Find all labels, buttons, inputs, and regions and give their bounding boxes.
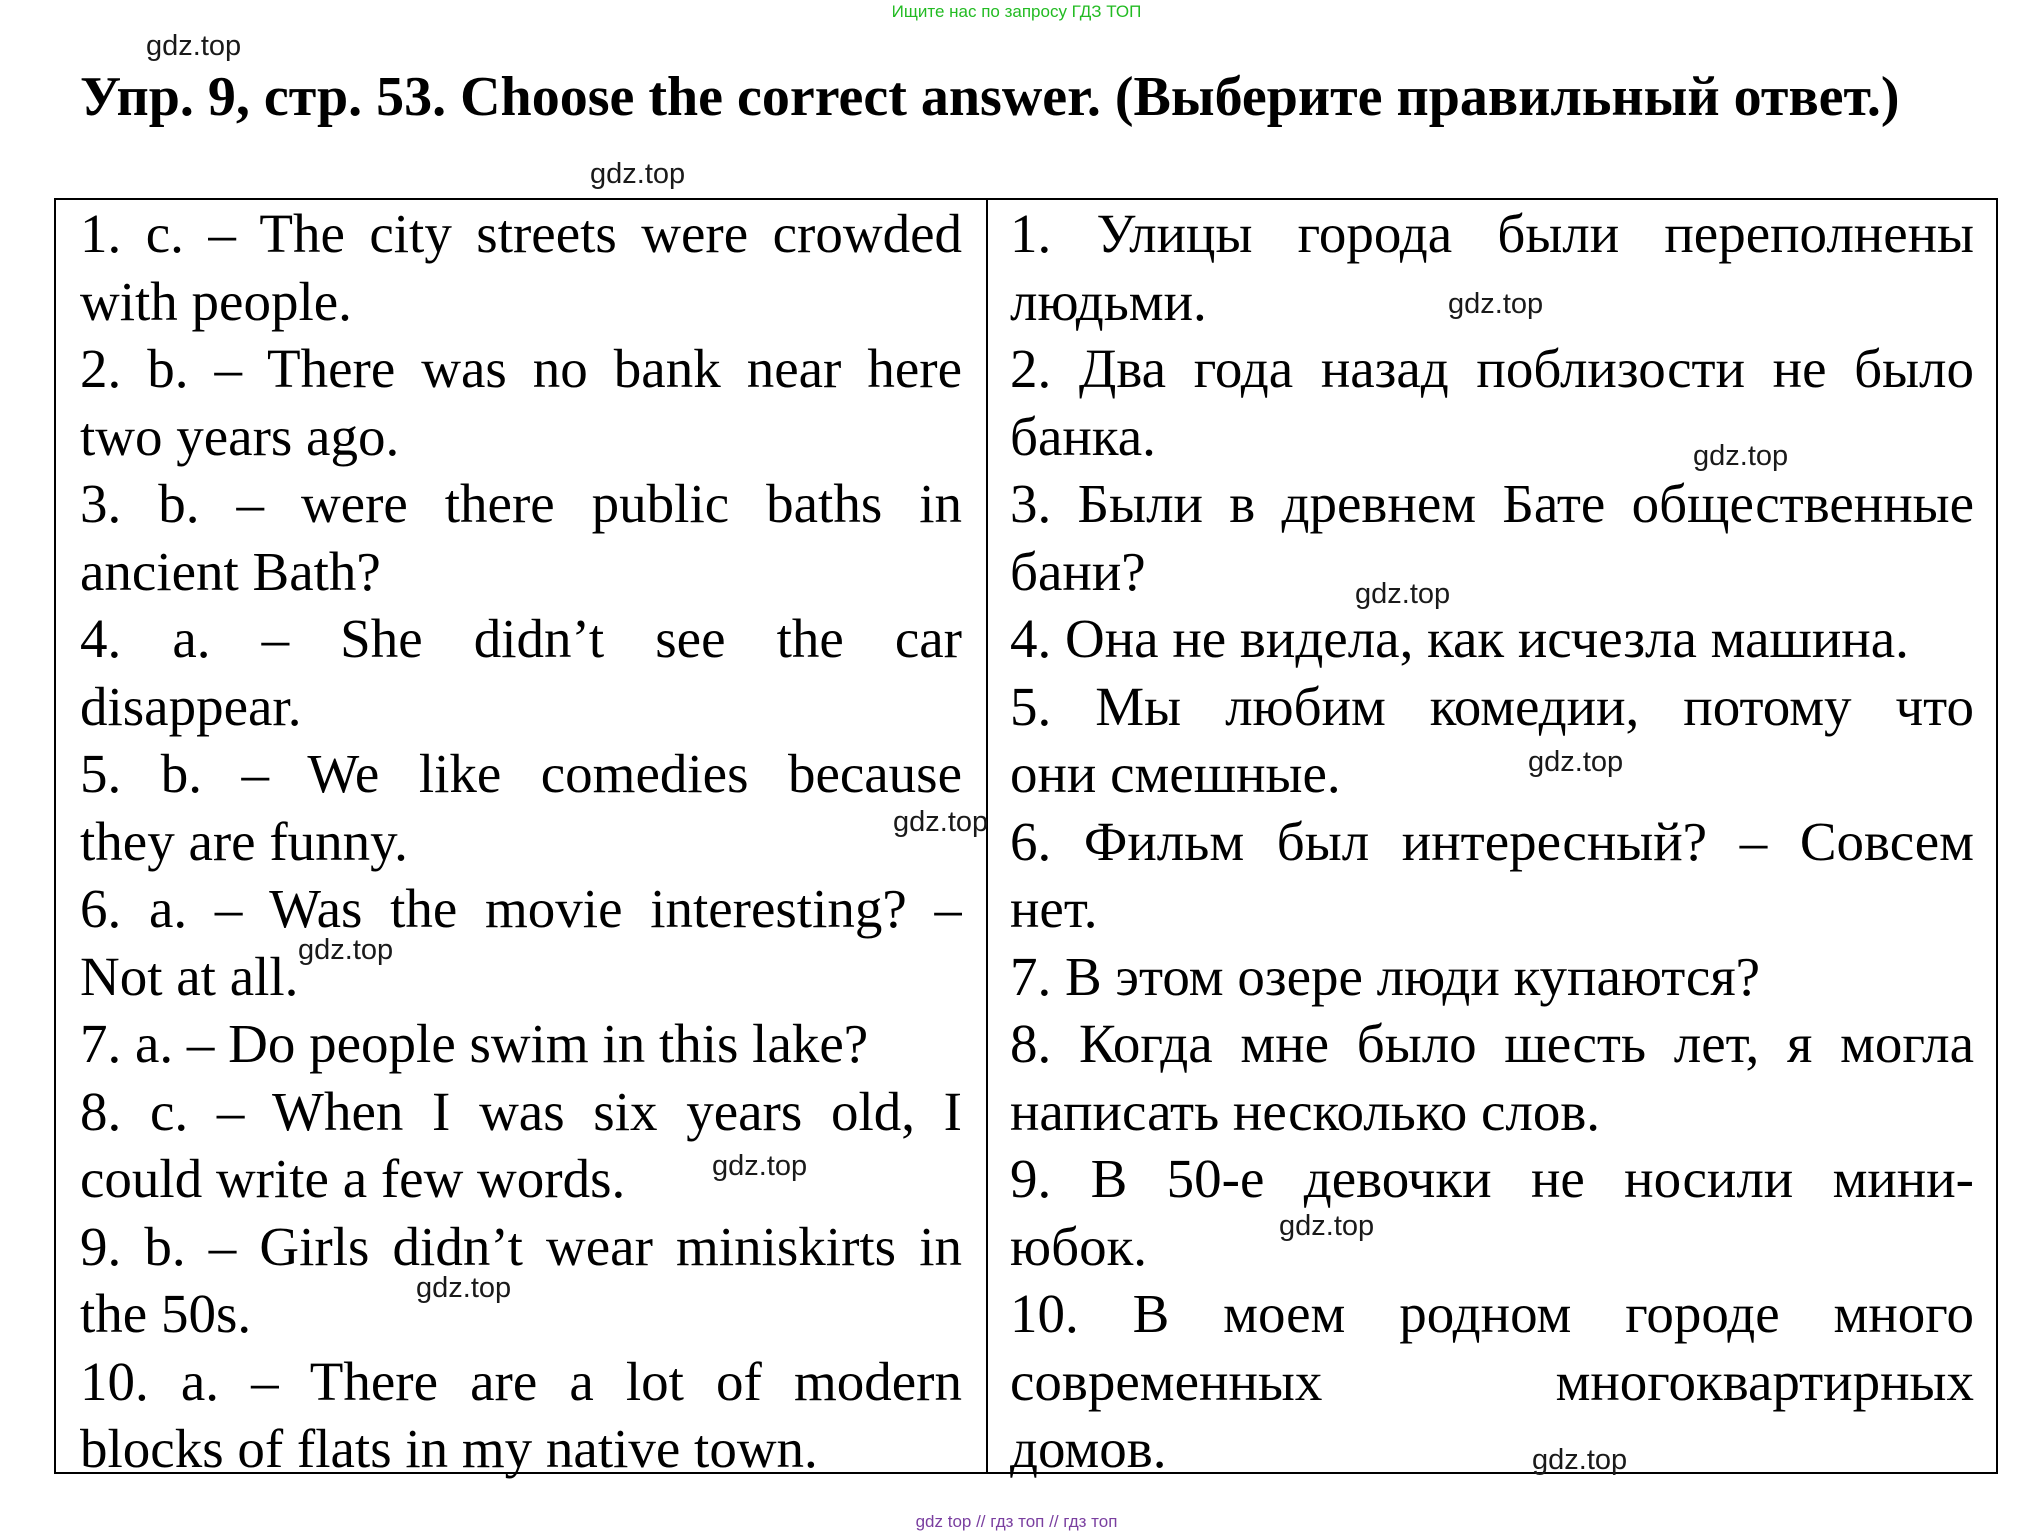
ru-5-line-2: они смешные. bbox=[1010, 743, 1341, 804]
ru-8-line-1: 8. Когда мне было шесть лет, я могла bbox=[1010, 1013, 1974, 1074]
en-5-line-2: they are funny. bbox=[80, 810, 408, 872]
ru-10-line-2: современных многоквартирных bbox=[1010, 1350, 1974, 1412]
ru-1-line-2: людьми. bbox=[1010, 270, 1207, 332]
en-6-line-1: 6. a. – Was the movie interesting? – bbox=[80, 878, 962, 939]
ru-10-line-3: домов. bbox=[1010, 1418, 1167, 1479]
watermark: gdz.top bbox=[1279, 1210, 1375, 1242]
ru-6-line-2: нет. bbox=[1010, 878, 1098, 939]
watermark: gdz.top bbox=[1355, 578, 1451, 610]
en-6-line-2: Not at all. bbox=[80, 945, 299, 1007]
watermark: gdz.top bbox=[416, 1272, 512, 1304]
ru-2-line-2: банка. bbox=[1010, 405, 1156, 467]
en-10-line-2: blocks of flats in my native town. bbox=[80, 1418, 818, 1479]
en-2-line-1: 2. b. – There was no bank near here bbox=[80, 338, 962, 399]
watermark: gdz.top bbox=[1528, 746, 1624, 778]
en-8-line-2: could write a few words. bbox=[80, 1148, 626, 1209]
watermark: gdz.top bbox=[298, 934, 394, 966]
en-9-line-1: 9. b. – Girls didn’t wear miniskirts in bbox=[80, 1215, 962, 1277]
en-4-line-2: disappear. bbox=[80, 675, 302, 737]
ru-10-line-1: 10. В моем родном городе много bbox=[1010, 1283, 1974, 1344]
answer-table bbox=[54, 198, 1998, 1479]
ru-4-line-1: 4. Она не видела, как исчезла машина. bbox=[1010, 608, 1909, 669]
footer: gdz top // гдз топ // гдз топ bbox=[915, 1512, 1118, 1531]
watermark: gdz.top bbox=[712, 1150, 808, 1182]
en-7-line-1: 7. a. – Do people swim in this lake? bbox=[80, 1013, 869, 1074]
exercise-heading: Упр. 9, стр. 53. Choose the correct answer. (Выберите правильный ответ.) bbox=[80, 66, 1900, 128]
watermark: gdz.top bbox=[146, 30, 242, 62]
en-1-line-2: with people. bbox=[80, 270, 352, 332]
top-banner: Ищите нас по запросу ГДЗ ТОП bbox=[891, 2, 1142, 21]
en-3-line-1: 3. b. – were there public baths in bbox=[80, 473, 962, 534]
ru-5-line-1: 5. Мы любим комедии, потому что bbox=[1010, 675, 1974, 737]
russian-translations-column bbox=[988, 200, 1996, 1479]
watermark: gdz.top bbox=[590, 158, 686, 190]
watermark: gdz.top bbox=[1532, 1444, 1628, 1476]
en-1-line-1: 1. c. – The city streets were crowded bbox=[80, 203, 962, 264]
en-9-line-2: the 50s. bbox=[80, 1283, 252, 1344]
ru-7-line-1: 7. В этом озере люди купаются? bbox=[1010, 945, 1761, 1007]
ru-8-line-2: написать несколько слов. bbox=[1010, 1080, 1601, 1142]
watermark: gdz.top bbox=[1693, 440, 1789, 472]
ru-1-line-1: 1. Улицы города были переполнены bbox=[1010, 203, 1974, 264]
watermark: gdz.top bbox=[1448, 288, 1544, 320]
en-5-line-1: 5. b. – We like comedies because bbox=[80, 743, 962, 804]
en-8-line-1: 8. c. – When I was six years old, I bbox=[80, 1080, 962, 1142]
en-4-line-1: 4. a. – She didn’t see the car bbox=[80, 608, 962, 669]
en-10-line-1: 10. a. – There are a lot of modern bbox=[80, 1350, 962, 1412]
ru-6-line-1: 6. Фильм был интересный? – Совсем bbox=[1010, 810, 1974, 872]
ru-9-line-2: юбок. bbox=[1010, 1215, 1148, 1277]
en-3-line-2: ancient Bath? bbox=[80, 540, 381, 602]
watermark: gdz.top bbox=[893, 806, 989, 838]
ru-2-line-1: 2. Два года назад поблизости не было bbox=[1010, 338, 1974, 399]
ru-9-line-1: 9. В 50-е девочки не носили мини- bbox=[1010, 1148, 1974, 1209]
english-answers-column bbox=[56, 200, 988, 1479]
ru-3-line-1: 3. Были в древнем Бате общественные bbox=[1010, 473, 1974, 534]
en-2-line-2: two years ago. bbox=[80, 405, 400, 467]
ru-3-line-2: бани? bbox=[1010, 540, 1146, 602]
